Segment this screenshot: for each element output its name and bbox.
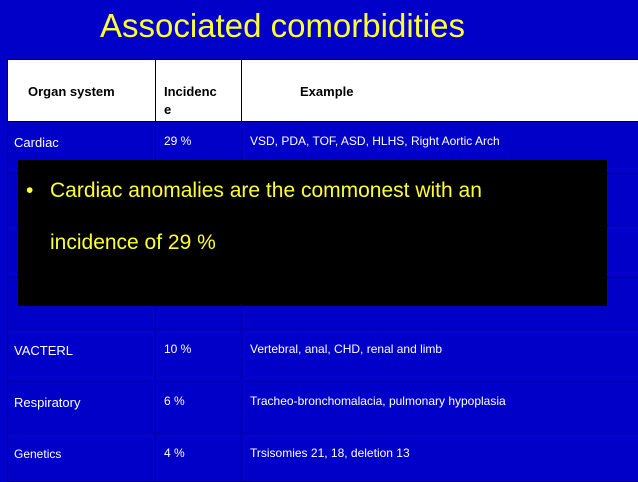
callout-line-1 — [26, 179, 482, 203]
incidence-cell: 4 % — [156, 434, 242, 482]
organ-cell: Genetics — [8, 434, 156, 482]
organ-cell: VACTERL — [8, 330, 156, 382]
incidence-cell: 10 % — [156, 330, 242, 382]
incidence-cell: 6 % — [156, 382, 242, 434]
table-row — [8, 434, 638, 482]
example-cell: VSD, PDA, TOF, ASD, HLHS, Right Aortic Arch — [242, 122, 638, 174]
table-row — [8, 330, 638, 382]
slide-title: Associated comorbidities — [100, 4, 465, 48]
header-organ-system: Organ system — [8, 60, 156, 122]
bullet-icon: • — [26, 179, 50, 203]
table-row — [8, 382, 638, 434]
header-incidence: Incidenc e — [156, 60, 242, 122]
callout-line-2: incidence of 29 % — [50, 231, 216, 255]
callout-text-1: Cardiac anomalies are the commonest with an — [50, 179, 482, 202]
example-cell: Vertebral, anal, CHD, renal and limb — [242, 330, 638, 382]
organ-cell: Cardiac — [8, 122, 156, 174]
header-example: Example — [242, 60, 638, 122]
example-cell: Tracheo-bronchomalacia, pulmonary hypoplasia — [242, 382, 638, 434]
incidence-cell: 29 % — [156, 122, 242, 174]
organ-cell: Respiratory — [8, 382, 156, 434]
table-header-row — [8, 60, 638, 122]
example-cell: Trsisomies 21, 18, deletion 13 — [242, 434, 638, 482]
callout-box — [18, 160, 607, 306]
